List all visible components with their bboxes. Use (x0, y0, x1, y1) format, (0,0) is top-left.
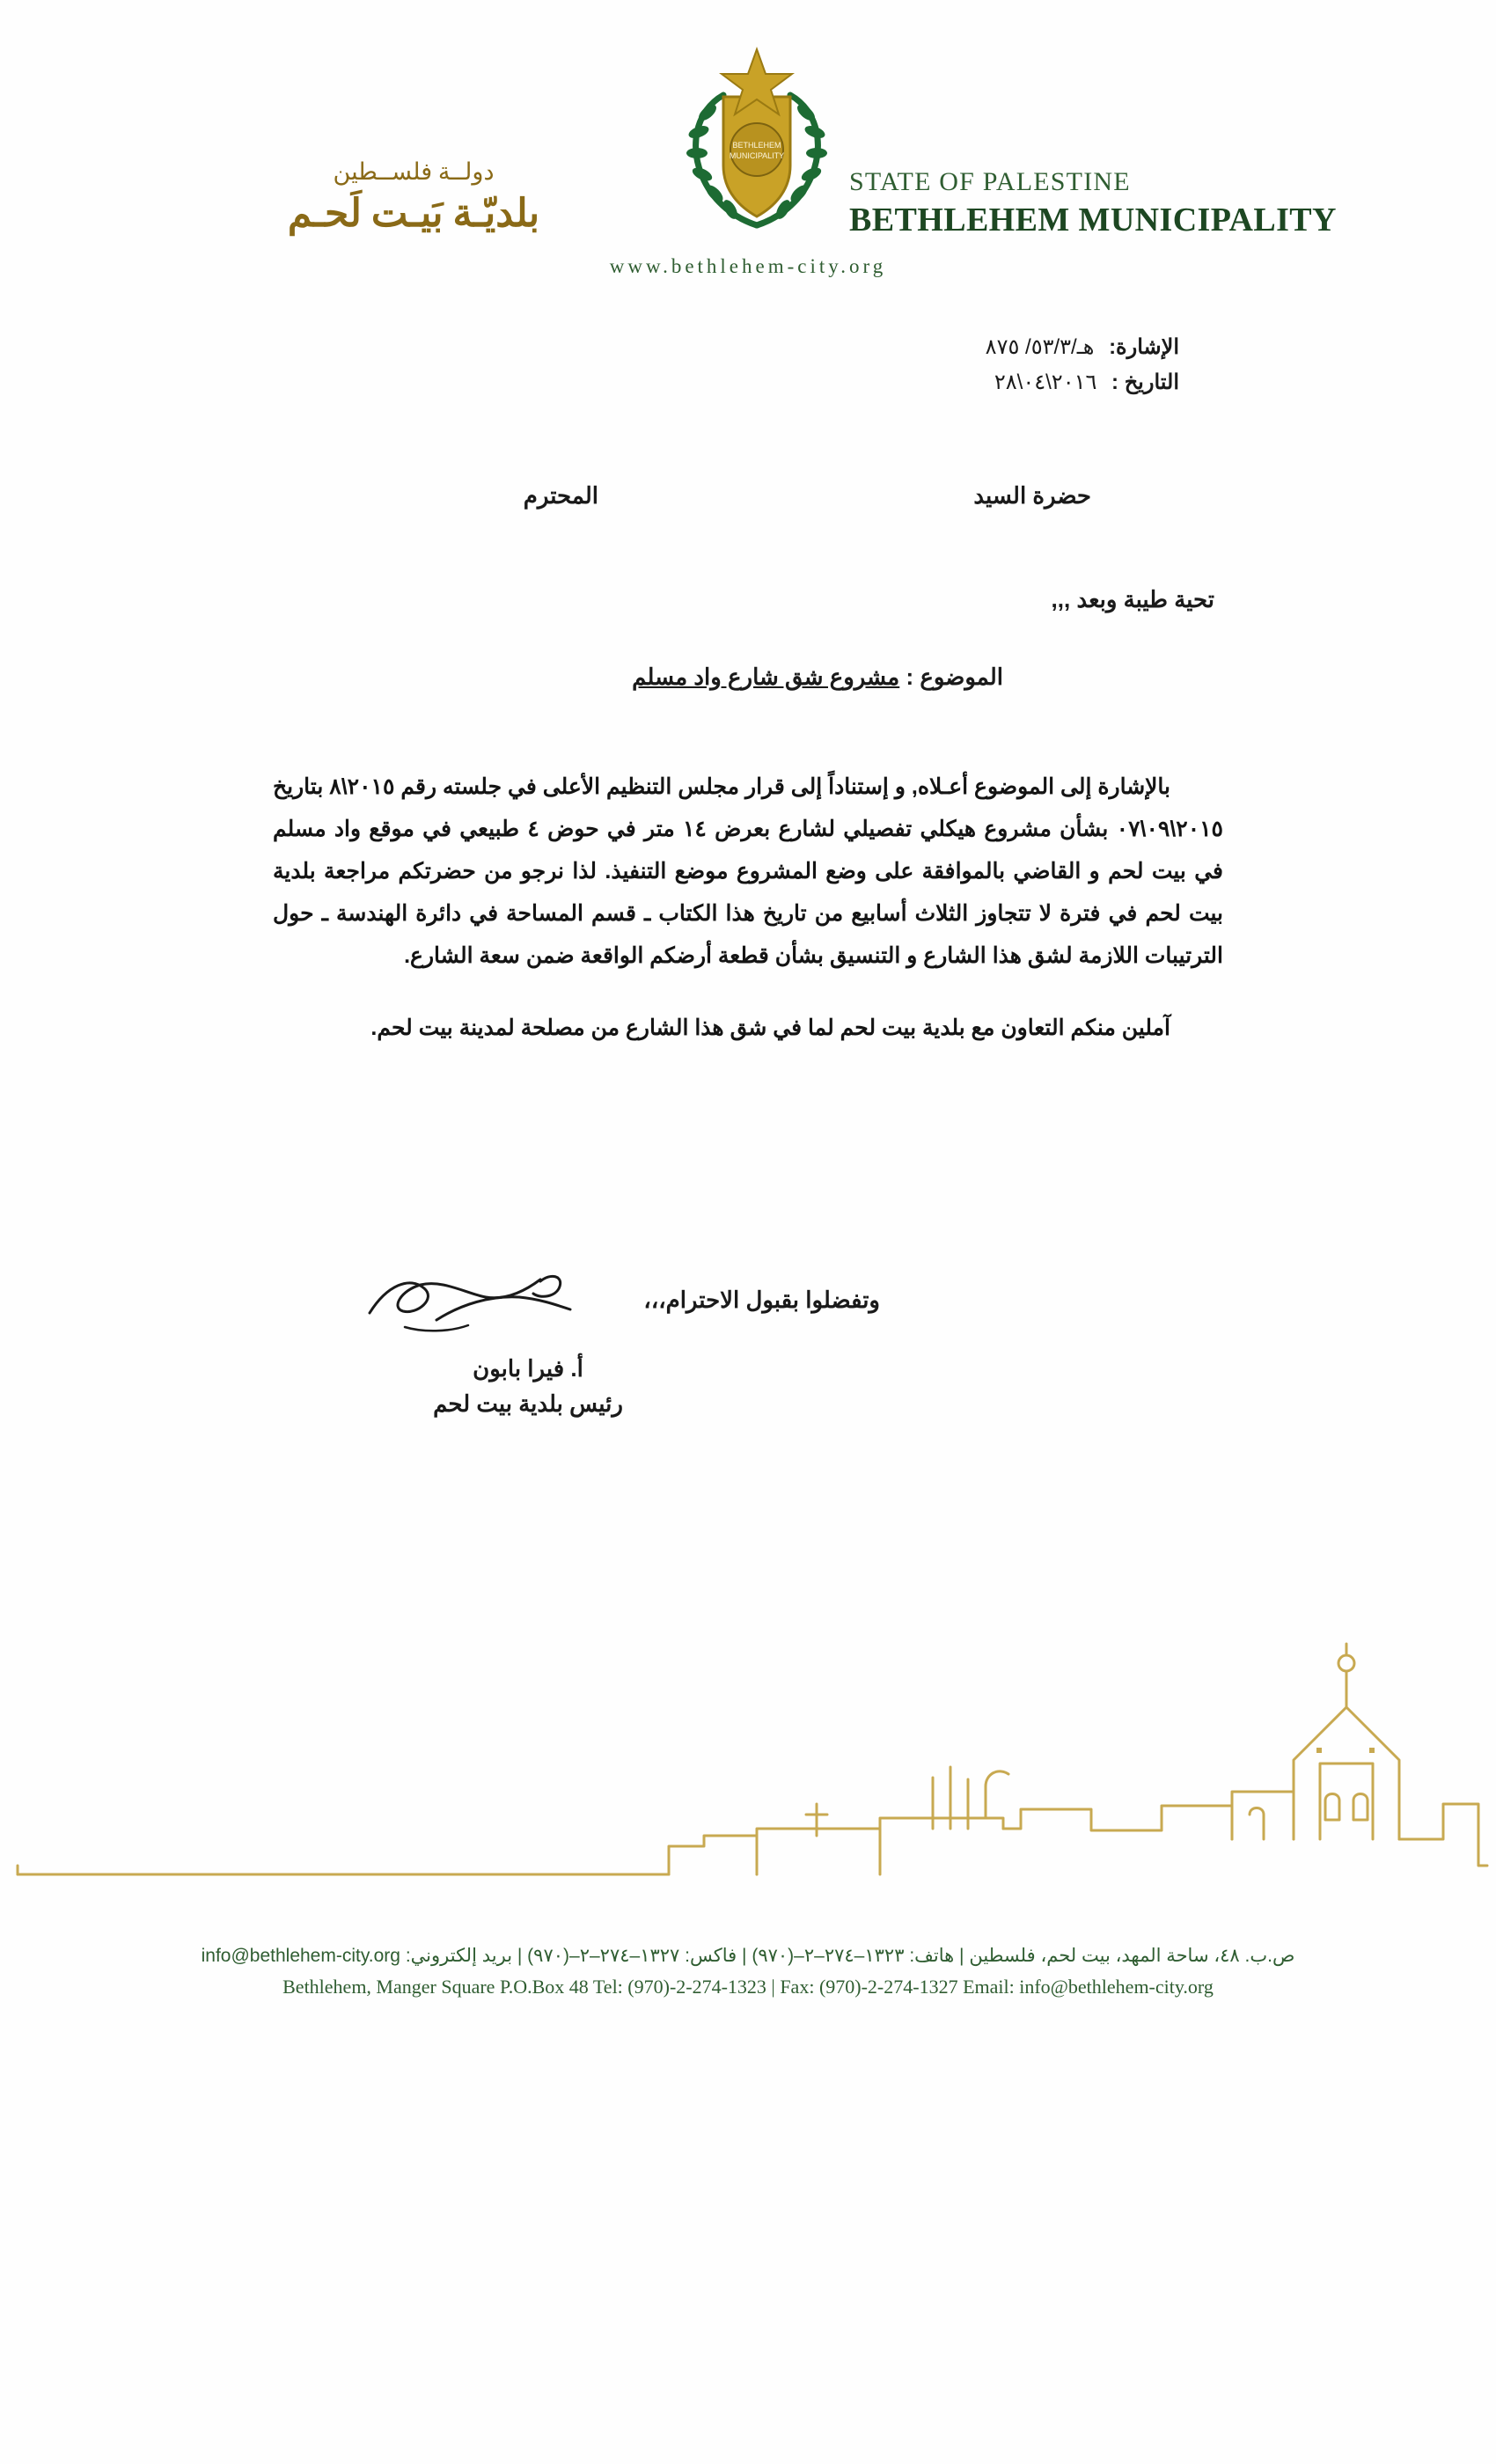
subject-label: الموضوع : (899, 664, 1003, 690)
footer-arabic (0, 1945, 1496, 1967)
footer-arabic-text: ص.ب. ٤٨، ساحة المهد، بيت لحم، فلسطين | هاتف: ١٣٢٣–٢٧٤–٢–(٩٧٠) | فاكس: ١٣٢٧–٢٧٤–٢–(٩٧٠) | بريد إلكتروني: (405, 1946, 1295, 1966)
date-row (986, 365, 1179, 400)
signer-title: رئيس بلدية بيت لحم (433, 1390, 623, 1417)
addressee-line: حضرة السيد (973, 482, 1091, 509)
letterhead-english-title (849, 167, 1337, 239)
footer-arabic-email[interactable]: info@bethlehem-city.org (201, 1946, 400, 1966)
reference-row (986, 330, 1179, 365)
reference-label: الإشارة: (1109, 335, 1179, 359)
bethlehem-skyline-illustration (0, 1575, 1496, 1954)
letter-body (273, 766, 1223, 1079)
page-footer (0, 1945, 1496, 1998)
closing-line: وتفضلوا بقبول الاحترام،،، (643, 1287, 880, 1313)
date-label: التاريخ : (1111, 370, 1179, 394)
reference-block (986, 330, 1179, 400)
date-value: ٢٠١٦\٠٤\٢٨ (994, 370, 1097, 394)
letterhead-website: www.bethlehem-city.org (609, 255, 887, 277)
body-paragraph-1: بالإشارة إلى الموضوع أعـلاه, و إستناداً إلى قرار مجلس التنظيم الأعلى في جلسته رقم ٢٠١٥\٨ بتاريخ ٢٠١٥\٠٩\٠٧ بشأن مشروع هيكلي تفصيلي لشارع بعرض ١٤ متر في حوض ٤ طبيعي في موقع واد مسلم في بيت لحم و القاضي بالموافقة على وضع المشروع موضع التنفيذ. لذا نرجو من حضرتكم مراجعة بلدية بيت لحم في فترة لا تتجاوز الثلاث أسابيع من تاريخ هذا الكتاب ـ قسم المساحة في دائرة الهندسة ـ حول الترتيبات اللازمة لشق هذا الشارع و التنسيق بشأن قطعة أرضكم الواقعة ضمن سعة الشارع. (273, 774, 1223, 968)
body-paragraph-2: آملين منكم التعاون مع بلدية بيت لحم لما في شق هذا الشارع من مصلحة لمدينة بيت لحم. (370, 1016, 1170, 1040)
svg-text:MUNICIPALITY: MUNICIPALITY (729, 151, 785, 160)
letterhead-english-line1: STATE OF PALESTINE (849, 167, 1131, 196)
signer-name: أ. فيرا بابون (473, 1355, 583, 1382)
footer-english: Bethlehem, Manger Square P.O.Box 48 Tel: (970)-2-274-1323 | Fax: (970)-2-274-1327 Email: info@bethlehem-city.org (282, 1976, 1214, 1998)
subject-line (632, 664, 1003, 691)
handwritten-signature (352, 1258, 616, 1346)
palestine-eagle-crest-icon (669, 44, 845, 246)
letterhead-arabic-line1: دولــة فلســطين (333, 158, 495, 185)
letterhead-arabic-title (211, 158, 616, 236)
svg-text:BETHLEHEM: BETHLEHEM (732, 141, 781, 150)
respect-line: المحترم (523, 482, 598, 509)
letterhead-english-line2: BETHLEHEM MUNICIPALITY (849, 202, 1337, 238)
reference-value: هـ/٥٣/٣/ ٨٧٥ (985, 335, 1095, 359)
greeting-line: تحية طيبة وبعد ,,, (1051, 586, 1214, 612)
letterhead-arabic-line2: بلديّـة بَيـت لَحـم (287, 192, 540, 235)
subject-value: مشروع شق شارع واد مسلم (632, 664, 900, 690)
